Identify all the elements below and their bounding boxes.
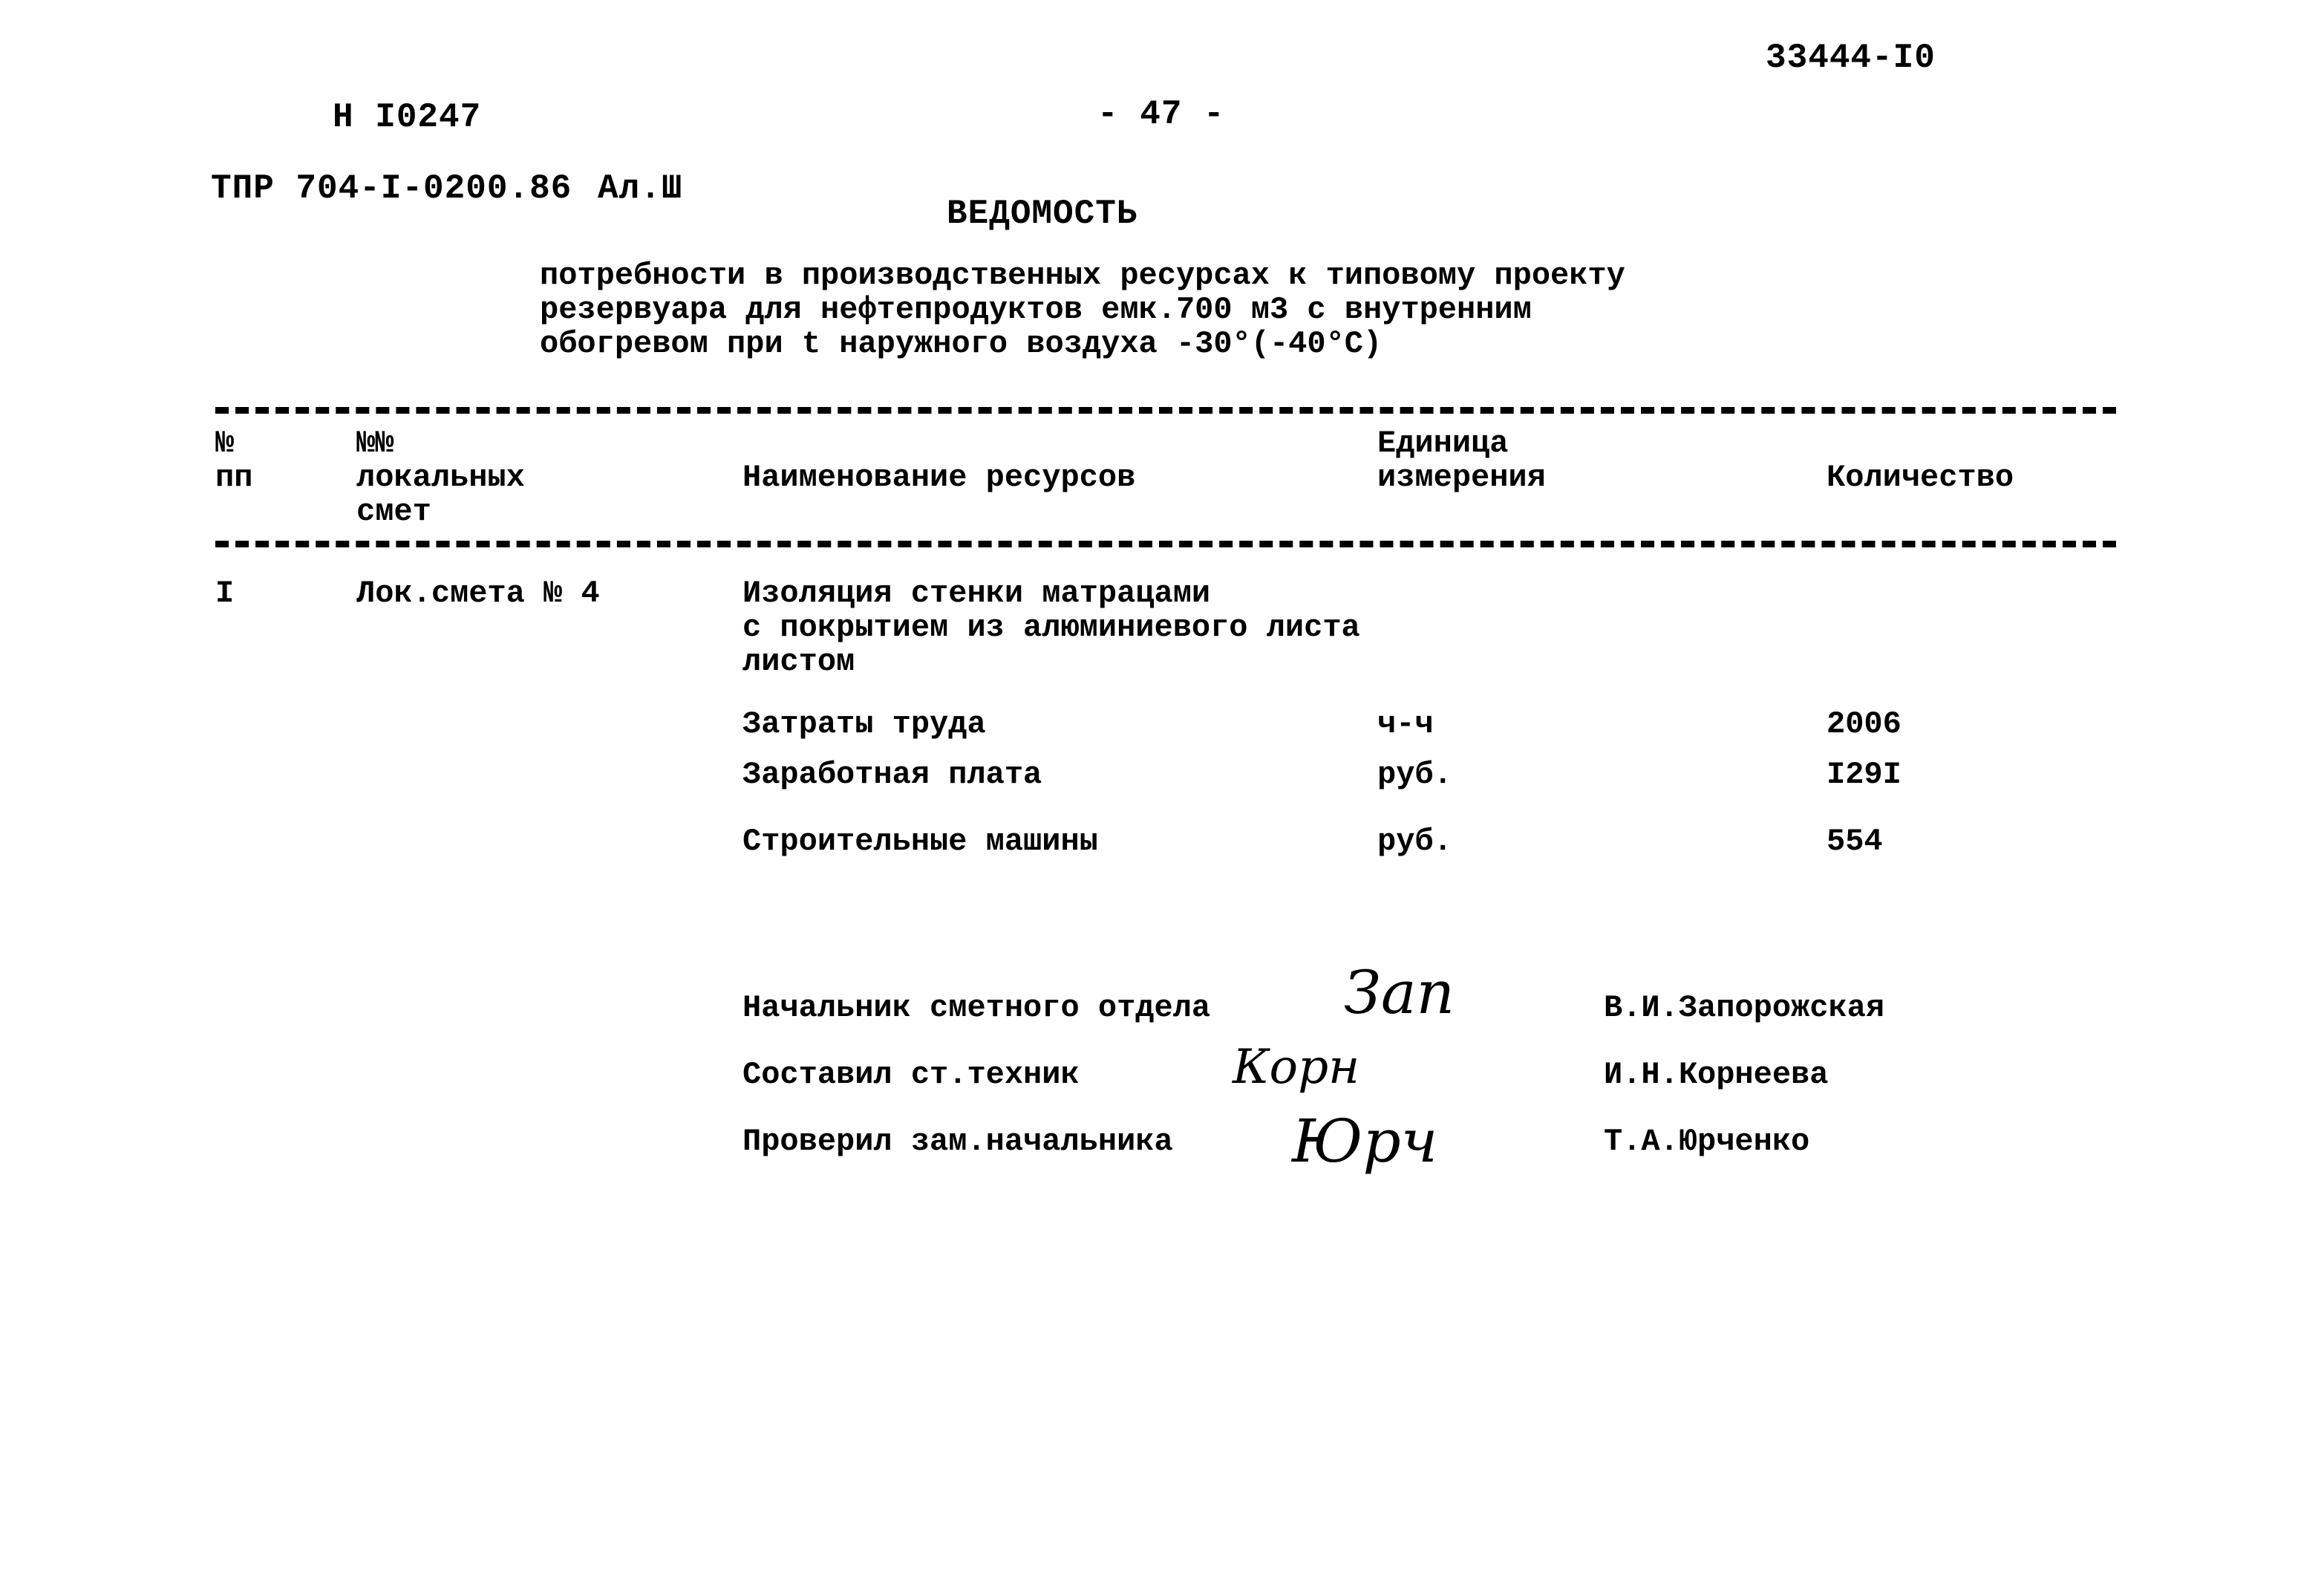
row-name: Затраты труда bbox=[742, 706, 986, 742]
row-quantity: 2006 bbox=[1827, 706, 1902, 742]
signature-role: Проверил зам.начальника bbox=[742, 1124, 1173, 1159]
signature-role: Начальник сметного отдела bbox=[742, 990, 1211, 1026]
handwritten-signature: Юрч bbox=[1292, 1107, 1438, 1176]
column-header-resource-name: Наименование ресурсов bbox=[742, 460, 1136, 495]
row-name: Строительные машины bbox=[742, 824, 1098, 859]
handwritten-signature: Корн bbox=[1233, 1040, 1360, 1095]
table-header-rule bbox=[215, 541, 2116, 547]
row-quantity: I29I bbox=[1827, 757, 1902, 792]
inventory-number: Н I0247 bbox=[333, 98, 482, 137]
document-subtitle bbox=[540, 258, 1625, 361]
section-estimate: Лок.смета № 4 bbox=[356, 576, 600, 611]
column-header-estimates: №№ локальных смет bbox=[356, 426, 525, 530]
column-header-unit: Единица измерения bbox=[1377, 426, 1546, 495]
subtitle-line: обогревом при t наружного воздуха -30°(-40°С) bbox=[540, 326, 1383, 362]
column-header-number: № пп bbox=[215, 426, 253, 495]
section-number: I bbox=[215, 576, 235, 611]
project-code: ТПР 704-I-0200.86 bbox=[211, 169, 572, 208]
signatory-name: И.Н.Корнеева bbox=[1604, 1057, 1829, 1093]
signatory-name: В.И.Запорожская bbox=[1604, 990, 1885, 1026]
subtitle-line: резервуара для нефтепродуктов емк.700 м3 с внутренним bbox=[540, 292, 1532, 328]
row-unit: руб. bbox=[1377, 757, 1452, 792]
signature-role: Составил ст.техник bbox=[742, 1057, 1080, 1093]
row-quantity: 554 bbox=[1827, 824, 1883, 859]
row-unit: ч-ч bbox=[1377, 706, 1434, 742]
page-number: - 47 - bbox=[1097, 95, 1225, 134]
row-name: Заработная плата bbox=[742, 757, 1042, 792]
signatory-name: Т.А.Юрченко bbox=[1604, 1124, 1810, 1159]
document-title: ВЕДОМОСТЬ bbox=[947, 195, 1138, 233]
document-code: 33444-I0 bbox=[1766, 39, 1936, 77]
row-unit: руб. bbox=[1377, 824, 1452, 859]
column-header-quantity: Количество bbox=[1827, 460, 2014, 495]
album-label: Ал.Ш bbox=[598, 169, 683, 208]
handwritten-signature: Зап bbox=[1344, 958, 1455, 1027]
subtitle-line: потребности в производственных ресурсах к типовому проекту bbox=[540, 258, 1625, 293]
table-top-rule bbox=[215, 407, 2116, 414]
section-title: Изоляция стенки матрацами с покрытием из алюминиевого листа листом bbox=[742, 576, 1360, 680]
